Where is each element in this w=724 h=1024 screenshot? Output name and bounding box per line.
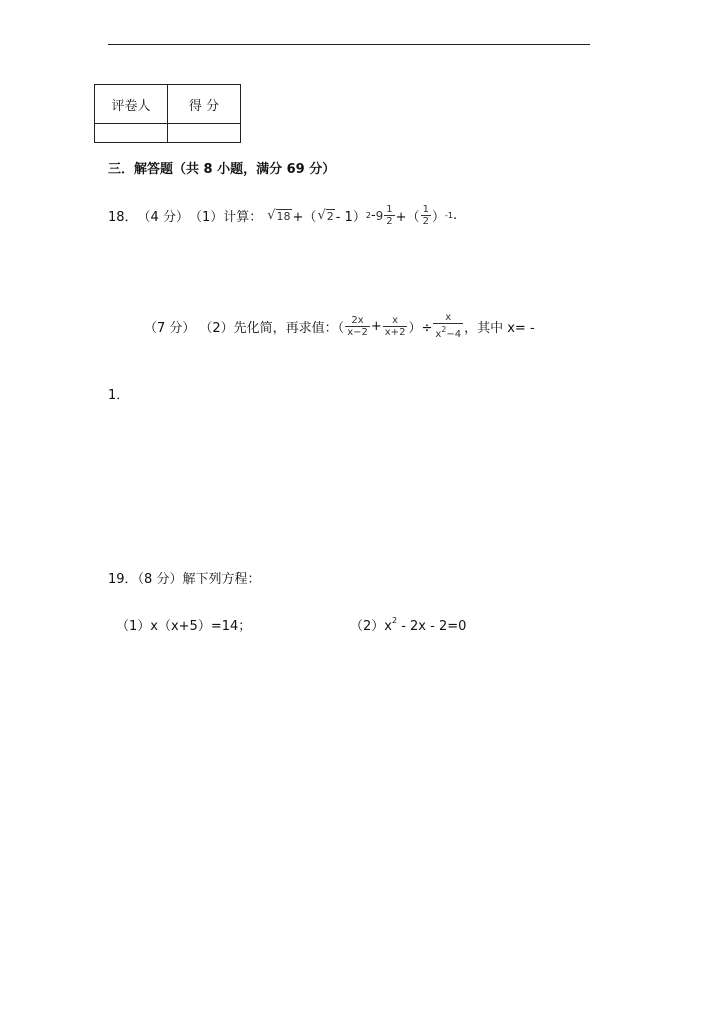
- q18-half: $\frac{1}{2}$: [422, 203, 429, 227]
- q18b-points: （7 分）: [144, 320, 196, 336]
- score-cell: [168, 124, 241, 143]
- q18-nine-power: 9 $\frac{1}{2}$: [375, 203, 393, 227]
- sqrt-2: √ 2: [317, 207, 334, 223]
- q18-exp-neg1: -1: [444, 210, 453, 220]
- q18-part: （1）计算：: [188, 209, 263, 225]
- question-18-part-2: [144, 312, 535, 340]
- q18-plus-open: +（: [292, 209, 317, 225]
- q19-part-2: $(2)x^2 - 2x - 2=0$: [350, 616, 467, 634]
- score-label: 得 分: [168, 85, 241, 124]
- line-continuation: 1．: [108, 388, 130, 403]
- sqrt-18: √ 18: [267, 207, 291, 223]
- q18-close: ）: [431, 209, 445, 225]
- q19-part-1: （1）x（x+5）=14；: [116, 619, 252, 634]
- q18-minus-one: - 1）: [335, 209, 366, 225]
- score-table: [94, 84, 241, 143]
- section-title: 三．解答题（共 8 小题，满分 69 分）: [108, 162, 336, 177]
- question-18-part-1: [108, 204, 457, 226]
- q18b-fraction-1: $\frac{2x}{x-2}$: [347, 314, 368, 338]
- q18b-condition: ，其中 x= -: [464, 320, 535, 336]
- q18b-fraction-3: $\frac{x}{x^2-4}$: [435, 312, 462, 340]
- q18b-plus: +: [370, 318, 382, 334]
- reviewer-label: 评卷人: [95, 85, 168, 124]
- q18-number: 18．: [108, 209, 138, 225]
- q18b-close-div: ）÷: [408, 320, 433, 336]
- question-19: 19．（8 分）解下列方程：: [108, 572, 261, 587]
- q18-plus-open-2: +（: [395, 209, 420, 225]
- q18-points: （4 分）: [137, 209, 189, 225]
- reviewer-cell: [95, 124, 168, 143]
- header-rule: [108, 44, 590, 45]
- q18-minus: -: [370, 207, 376, 223]
- q18-exp-2: 2: [365, 210, 371, 220]
- q18-period: .: [452, 207, 458, 223]
- q18b-part: （2）先化简，再求值：（: [199, 320, 345, 336]
- q18b-fraction-2: $\frac{x}{x+2}$: [384, 314, 406, 338]
